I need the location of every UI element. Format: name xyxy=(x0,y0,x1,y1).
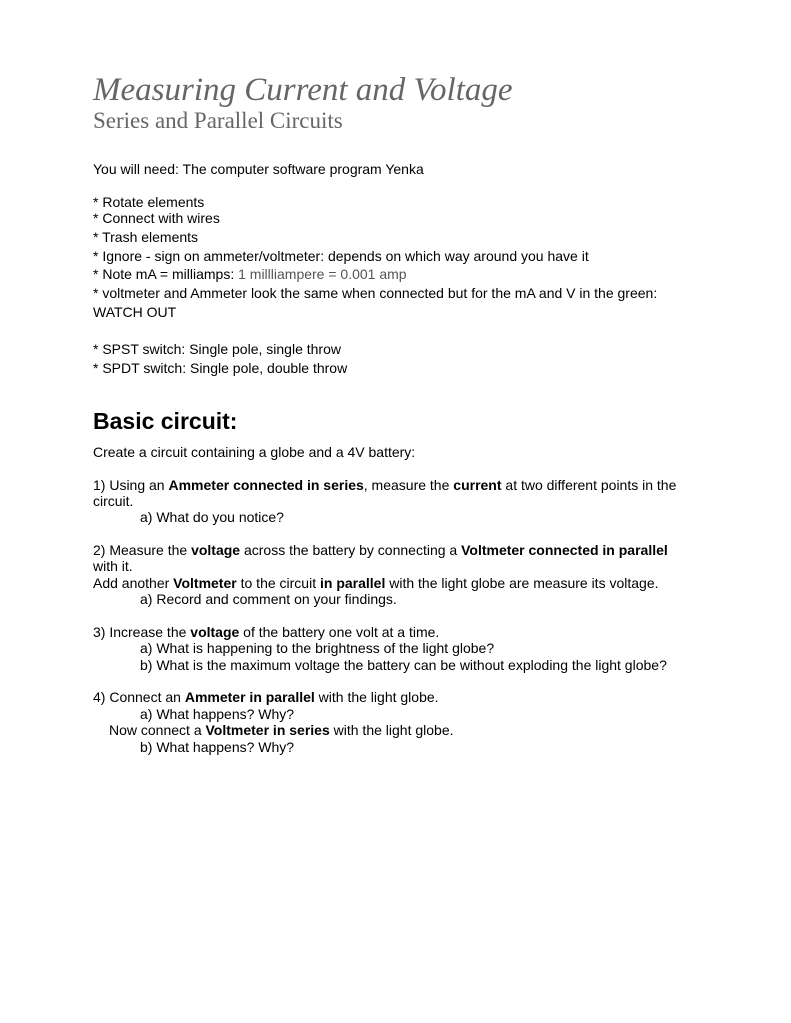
tip-item: * Connect with wires xyxy=(93,210,220,226)
question-3a: a) What is happening to the brightness of the light globe? xyxy=(140,640,495,656)
question-4b: b) What happens? Why? xyxy=(140,739,295,755)
question-1-cont: circuit. xyxy=(93,493,134,509)
note-conversion: 1 millliampere = 0.001 amp xyxy=(238,266,407,282)
watch-out-text: WATCH OUT xyxy=(93,304,177,320)
switch-item: * SPDT switch: Single pole, double throw xyxy=(93,360,348,376)
question-2-add: Add another Voltmeter to the circuit in parallel with the light globe are measure its voltage. xyxy=(93,575,659,591)
question-3b: b) What is the maximum voltage the battery can be without exploding the light globe? xyxy=(140,657,667,673)
tip-item-note xyxy=(93,266,407,283)
question-2: 2) Measure the voltage across the battery by connecting a Voltmeter connected in parallel xyxy=(93,542,668,558)
question-1a: a) What do you notice? xyxy=(140,509,284,525)
question-3: 3) Increase the voltage of the battery one volt at a time. xyxy=(93,624,440,640)
tip-item: * Ignore - sign on ammeter/voltmeter: depends on which way around you have it xyxy=(93,248,589,264)
section-heading: Basic circuit: xyxy=(93,408,238,434)
question-1: 1) Using an Ammeter connected in series, measure the current at two different points in the xyxy=(93,477,677,493)
switch-item: * SPST switch: Single pole, single throw xyxy=(93,341,341,357)
page-title: Measuring Current and Voltage xyxy=(93,72,513,108)
section-intro: Create a circuit containing a globe and a 4V battery: xyxy=(93,444,416,460)
question-2-cont: with it. xyxy=(93,558,133,574)
tip-item: * Rotate elements xyxy=(93,194,205,210)
tip-item: * Trash elements xyxy=(93,229,199,245)
intro-text: You will need: The computer software program Yenka xyxy=(93,161,424,177)
page-subtitle: Series and Parallel Circuits xyxy=(93,108,343,133)
question-4: 4) Connect an Ammeter in parallel with the light globe. xyxy=(93,689,439,705)
tip-item: * voltmeter and Ammeter look the same when connected but for the mA and V in the green: xyxy=(93,285,658,301)
question-4-cont: Now connect a Voltmeter in series with the light globe. xyxy=(109,722,454,738)
note-label: * Note mA = milliamps: xyxy=(93,266,239,282)
question-2a: a) Record and comment on your findings. xyxy=(140,591,397,607)
question-4a: a) What happens? Why? xyxy=(140,706,295,722)
